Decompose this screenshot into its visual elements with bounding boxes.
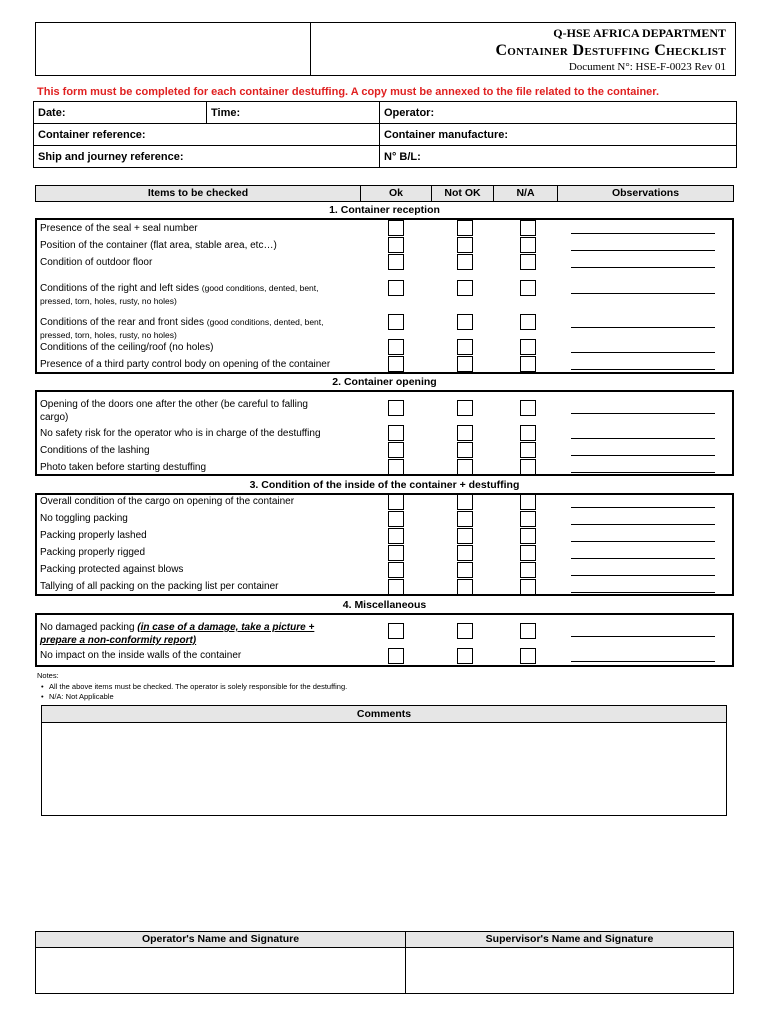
ok-checkbox[interactable] [388, 314, 404, 330]
item-text: No impact on the inside walls of the container [40, 650, 242, 661]
container-manufacture-field[interactable]: Container manufacture: [380, 124, 737, 146]
na-checkbox[interactable] [520, 545, 536, 561]
na-checkbox[interactable] [520, 442, 536, 458]
checklist-item-label [40, 621, 360, 647]
na-checkbox[interactable] [520, 623, 536, 639]
checklist-item-label [40, 256, 360, 269]
ok-checkbox[interactable] [388, 511, 404, 527]
not-ok-checkbox[interactable] [457, 400, 473, 416]
operator-signature-field[interactable] [36, 949, 405, 993]
item-text: Packing properly rigged [40, 547, 146, 558]
observation-line[interactable] [571, 575, 715, 576]
not-ok-checkbox[interactable] [457, 528, 473, 544]
observation-line[interactable] [571, 250, 715, 251]
observation-line[interactable] [571, 267, 715, 268]
item-text: No safety risk for the operator who is in charge of the destuffing [40, 428, 321, 439]
observation-line[interactable] [571, 558, 715, 559]
comments-box[interactable] [41, 705, 727, 816]
ok-checkbox[interactable] [388, 400, 404, 416]
item-text-detail: (good conditions, dented, bent, [206, 317, 324, 327]
not-ok-checkbox[interactable] [457, 254, 473, 270]
not-ok-checkbox[interactable] [457, 562, 473, 578]
not-ok-checkbox[interactable] [457, 425, 473, 441]
ok-checkbox[interactable] [388, 459, 404, 475]
observation-line[interactable] [571, 455, 715, 456]
date-field[interactable]: Date: [34, 102, 207, 124]
item-text: Presence of a third party control body on opening of the container [40, 359, 331, 370]
na-checkbox[interactable] [520, 648, 536, 664]
na-checkbox[interactable] [520, 494, 536, 510]
ok-checkbox[interactable] [388, 562, 404, 578]
checklist-item-label [40, 239, 360, 252]
na-checkbox[interactable] [520, 280, 536, 296]
observation-line[interactable] [571, 369, 715, 370]
section-title: 4. Miscellaneous [342, 599, 427, 611]
ok-checkbox[interactable] [388, 545, 404, 561]
notes-label: Notes: [37, 671, 59, 680]
not-ok-checkbox[interactable] [457, 579, 473, 595]
observation-line[interactable] [571, 472, 715, 473]
not-ok-checkbox[interactable] [457, 314, 473, 330]
not-ok-checkbox[interactable] [457, 237, 473, 253]
item-text-line2: cargo) [40, 412, 69, 423]
item-text-emphasis: (in case of a damage, take a picture + [137, 622, 315, 633]
observation-line[interactable] [571, 592, 715, 593]
supervisor-signature-field[interactable] [406, 949, 733, 993]
na-checkbox[interactable] [520, 400, 536, 416]
ok-checkbox[interactable] [388, 254, 404, 270]
not-ok-checkbox[interactable] [457, 545, 473, 561]
not-ok-checkbox[interactable] [457, 648, 473, 664]
item-text: Packing protected against blows [40, 564, 184, 575]
item-text: No toggling packing [40, 513, 128, 524]
observation-line[interactable] [571, 413, 715, 414]
not-ok-checkbox[interactable] [457, 442, 473, 458]
ok-checkbox[interactable] [388, 579, 404, 595]
item-text: Tallying of all packing on the packing list per container [40, 581, 279, 592]
not-ok-checkbox[interactable] [457, 511, 473, 527]
checklist-item-label [40, 316, 360, 342]
item-text: Conditions of the ceiling/roof (no holes) [40, 342, 214, 353]
item-text: No damaged packing [40, 622, 138, 633]
checklist-header [35, 185, 734, 202]
section-title: 3. Condition of the inside of the container + destuffing [249, 479, 520, 491]
item-text: Photo taken before starting destuffing [40, 462, 207, 473]
item-text-line2: pressed, torn, holes, rusty, no holes) [40, 330, 177, 340]
checklist-item-label [40, 563, 360, 576]
header-divider [310, 22, 311, 76]
checklist-item-label [40, 358, 360, 371]
ok-checkbox[interactable] [388, 442, 404, 458]
observation-line[interactable] [571, 524, 715, 525]
not-ok-checkbox[interactable] [457, 339, 473, 355]
checklist-item-label [40, 282, 360, 308]
checklist-item-label [40, 398, 360, 424]
department-name: Q-HSE AFRICA DEPARTMENT [553, 26, 726, 40]
ok-checkbox[interactable] [388, 280, 404, 296]
ok-checkbox[interactable] [388, 528, 404, 544]
item-text: Presence of the seal + seal number [40, 223, 198, 234]
section-title: 2. Container opening [332, 376, 437, 388]
not-ok-checkbox[interactable] [457, 356, 473, 372]
not-ok-checkbox[interactable] [457, 459, 473, 475]
checklist-item-label [40, 495, 360, 508]
ok-checkbox[interactable] [388, 356, 404, 372]
ok-checkbox[interactable] [388, 425, 404, 441]
na-checkbox[interactable] [520, 314, 536, 330]
na-checkbox[interactable] [520, 339, 536, 355]
column-observations: Observations [611, 187, 680, 199]
comments-label: Comments [42, 706, 726, 723]
na-checkbox[interactable] [520, 220, 536, 236]
checklist-item-label [40, 461, 360, 474]
observation-line[interactable] [571, 293, 715, 294]
na-checkbox[interactable] [520, 237, 536, 253]
signature-table [35, 931, 734, 994]
item-text: Position of the container (flat area, stable area, etc…) [40, 240, 277, 251]
observation-line[interactable] [571, 507, 715, 508]
operator-signature-label: Operator's Name and Signature [36, 932, 405, 948]
form-notice: This form must be completed for each container destuffing. A copy must be annexed to the file related to the container. [37, 86, 660, 98]
item-text: Overall condition of the cargo on opening of the container [40, 496, 295, 507]
na-checkbox[interactable] [520, 459, 536, 475]
observation-line[interactable] [571, 352, 715, 353]
observation-line[interactable] [571, 541, 715, 542]
item-text-detail: (good conditions, dented, bent, [201, 283, 319, 293]
observation-line[interactable] [571, 438, 715, 439]
item-text: Conditions of the right and left sides [40, 283, 202, 294]
time-field[interactable]: Time: [207, 102, 380, 124]
bl-number-field[interactable]: N° B/L: [380, 146, 737, 168]
notes [37, 671, 347, 703]
not-ok-checkbox[interactable] [457, 623, 473, 639]
ok-checkbox[interactable] [388, 648, 404, 664]
observation-line[interactable] [571, 327, 715, 328]
na-checkbox[interactable] [520, 511, 536, 527]
ok-checkbox[interactable] [388, 623, 404, 639]
checklist-item-label [40, 222, 360, 235]
column-ok: Ok [361, 186, 432, 201]
ok-checkbox[interactable] [388, 494, 404, 510]
item-text-emphasis-line2: prepare a non-conformity report) [40, 635, 197, 646]
ok-checkbox[interactable] [388, 220, 404, 236]
item-text-line2: pressed, torn, holes, rusty, no holes) [40, 296, 177, 306]
info-table [33, 101, 737, 168]
ok-checkbox[interactable] [388, 237, 404, 253]
page-title: Container Destuffing Checklist [495, 42, 726, 59]
note-item: • N/A: Not Applicable [37, 692, 347, 703]
item-text: Condition of outdoor floor [40, 257, 153, 268]
not-ok-checkbox[interactable] [457, 494, 473, 510]
na-checkbox[interactable] [520, 356, 536, 372]
checklist-item-label [40, 529, 360, 542]
na-checkbox[interactable] [520, 254, 536, 270]
checklist-item-label [40, 341, 360, 354]
na-checkbox[interactable] [520, 528, 536, 544]
column-not-ok: Not OK [432, 186, 494, 201]
supervisor-signature-label: Supervisor's Name and Signature [406, 932, 733, 948]
item-text: Conditions of the lashing [40, 445, 150, 456]
observation-line[interactable] [571, 661, 715, 662]
ship-journey-field[interactable]: Ship and journey reference: [34, 146, 380, 168]
column-na: N/A [494, 186, 558, 201]
na-checkbox[interactable] [520, 562, 536, 578]
checklist-item-label [40, 427, 360, 440]
item-text: Packing properly lashed [40, 530, 147, 541]
document-number: Document N°: HSE-F-0023 Rev 01 [568, 61, 726, 73]
checklist-item-label [40, 512, 360, 525]
checklist-item-label [40, 546, 360, 559]
checklist-item-label [40, 580, 360, 593]
column-items: Items to be checked [36, 186, 361, 201]
checklist-item-label [40, 649, 360, 662]
observation-line[interactable] [571, 233, 715, 234]
ok-checkbox[interactable] [388, 339, 404, 355]
observation-line[interactable] [571, 636, 715, 637]
section-title: 1. Container reception [329, 204, 440, 216]
operator-field[interactable]: Operator: [380, 102, 737, 124]
not-ok-checkbox[interactable] [457, 280, 473, 296]
na-checkbox[interactable] [520, 425, 536, 441]
container-reference-field[interactable]: Container reference: [34, 124, 380, 146]
item-text: Opening of the doors one after the other (be careful to falling [40, 399, 308, 410]
note-item: • All the above items must be checked. The operator is solely responsible for the destuffing. [37, 682, 347, 693]
item-text: Conditions of the rear and front sides [40, 317, 207, 328]
na-checkbox[interactable] [520, 579, 536, 595]
checklist-item-label [40, 444, 360, 457]
not-ok-checkbox[interactable] [457, 220, 473, 236]
